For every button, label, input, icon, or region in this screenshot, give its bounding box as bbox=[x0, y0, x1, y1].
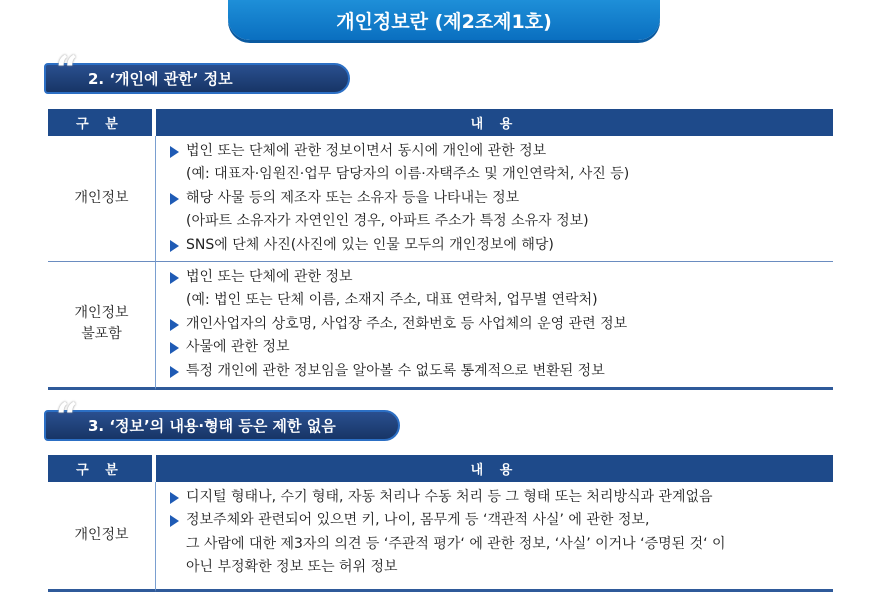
section-2-table bbox=[48, 109, 833, 390]
arrow-bullet-icon bbox=[170, 319, 179, 331]
row-content bbox=[156, 136, 833, 262]
category-label: 개인정보 bbox=[74, 305, 129, 322]
arrow-bullet-icon bbox=[170, 342, 179, 354]
row-category bbox=[48, 136, 156, 262]
column-header-content: 내 용 bbox=[156, 455, 833, 482]
arrow-bullet-icon bbox=[170, 492, 179, 504]
column-header-category: 구 분 bbox=[48, 455, 156, 482]
bullet-line: 개인사업자의 상호명, 사업장 주소, 전화번호 등 사업체의 운영 관련 정보 bbox=[168, 313, 833, 336]
row-category bbox=[48, 262, 156, 390]
indent-line: (예: 대표자·임원진·업무 담당자의 이름·자택주소 및 개인연락처, 사진 등) bbox=[186, 166, 630, 183]
section-2-title: 2. ‘개인에 관한’ 정보 bbox=[88, 70, 233, 88]
page-title-tab bbox=[228, 0, 660, 40]
indent-line: (예: 법인 또는 단체 이름, 소재지 주소, 대표 연락처, 업무별 연락처) bbox=[186, 292, 598, 309]
section-3-table bbox=[48, 455, 833, 592]
section-3-header bbox=[44, 394, 400, 441]
row-category bbox=[48, 482, 156, 592]
bullet-line: 디지털 형태나, 수기 형태, 자동 처리나 수동 처리 등 그 형태 또는 처리방식과 관계없음 bbox=[168, 486, 833, 509]
category-label: 불포함 bbox=[81, 326, 122, 343]
quote-icon: “ bbox=[56, 394, 78, 439]
table-row bbox=[48, 136, 833, 262]
quote-icon: “ bbox=[56, 47, 78, 92]
bullet-line: 해당 사물 등의 제조자 또는 소유자 등을 나타내는 정보 bbox=[168, 187, 833, 210]
arrow-bullet-icon bbox=[170, 272, 179, 284]
table-header-row bbox=[48, 109, 833, 136]
arrow-bullet-icon bbox=[170, 193, 179, 205]
section-2-header bbox=[44, 47, 350, 94]
arrow-bullet-icon bbox=[170, 146, 179, 158]
indent-line: 그 사람에 대한 제3자의 의견 등 ‘주관적 평가‘ 에 관한 정보, ‘사실’ 이거나 ‘증명된 것‘ 이 bbox=[186, 535, 726, 552]
row-content bbox=[156, 262, 833, 390]
table-row bbox=[48, 262, 833, 390]
bullet-line: 법인 또는 단체에 관한 정보이면서 동시에 개인에 관한 정보 bbox=[168, 140, 833, 163]
row-content bbox=[156, 482, 833, 592]
category-label: 개인정보 bbox=[74, 527, 129, 543]
table-header-row bbox=[48, 455, 833, 482]
arrow-bullet-icon bbox=[170, 240, 179, 252]
column-header-category: 구 분 bbox=[48, 109, 156, 136]
arrow-bullet-icon bbox=[170, 515, 179, 527]
bullet-line: 사물에 관한 정보 bbox=[168, 336, 833, 359]
column-header-content: 내 용 bbox=[156, 109, 833, 136]
indent-line: (아파트 소유자가 자연인인 경우, 아파트 주소가 특정 소유자 정보) bbox=[186, 213, 589, 230]
table-row bbox=[48, 482, 833, 592]
indent-line: 아닌 부정확한 정보 또는 허위 정보 bbox=[186, 559, 398, 576]
arrow-bullet-icon bbox=[170, 366, 179, 378]
category-label: 개인정보 bbox=[74, 189, 129, 206]
bullet-line: SNS에 단체 사진(사진에 있는 인물 모두의 개인정보에 해당) bbox=[168, 234, 833, 257]
bullet-line: 법인 또는 단체에 관한 정보 bbox=[168, 266, 833, 289]
section-3-title: 3. ‘정보’의 내용·형태 등은 제한 없음 bbox=[88, 417, 336, 435]
page-title: 개인정보란 (제2조제1호) bbox=[336, 10, 552, 33]
bullet-line: 정보주체와 관련되어 있으면 키, 나이, 몸무게 등 ‘객관적 사실’ 에 관한 정보, bbox=[168, 509, 833, 532]
bullet-line: 특정 개인에 관한 정보임을 알아볼 수 없도록 통계적으로 변환된 정보 bbox=[168, 360, 833, 383]
